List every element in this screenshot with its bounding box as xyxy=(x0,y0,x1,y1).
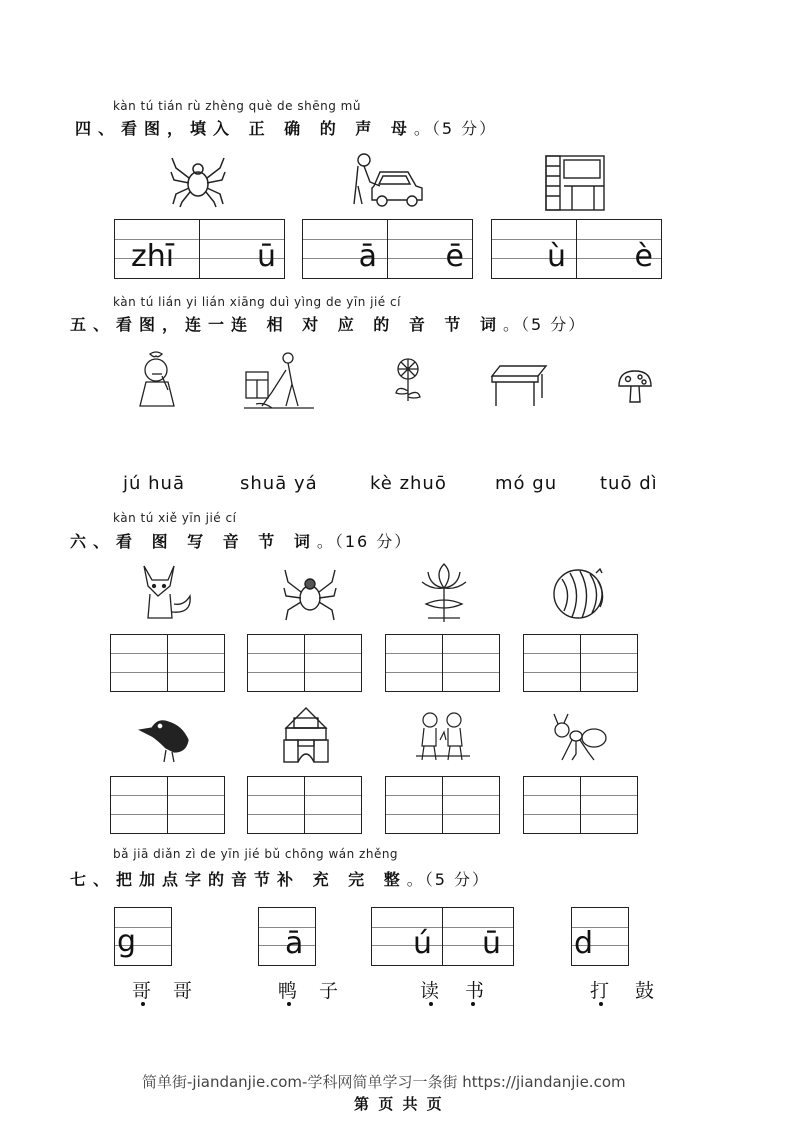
lotus-icon xyxy=(418,562,470,626)
grid-letter: ū xyxy=(256,239,276,274)
grid-cell[interactable] xyxy=(492,220,577,278)
footer-source: 简单街-jiandanjie.com-学科网简单学习一条街 https://jiandanjie.com xyxy=(142,1073,626,1091)
option-mo-gu[interactable]: mó gu xyxy=(495,473,558,494)
s4-grid-2[interactable] xyxy=(302,219,473,279)
grid-cell[interactable] xyxy=(115,908,171,965)
word-dushu: 读 书 xyxy=(420,980,495,1002)
grid-cell[interactable] xyxy=(248,777,305,833)
grid-cell[interactable] xyxy=(572,908,628,965)
word-yazi: 鸭 子 xyxy=(278,980,347,1002)
s4-score: 。（5 分） xyxy=(413,119,498,138)
ant-icon xyxy=(550,712,610,762)
s5-title-text: 五、看图，连一连 相 对 应 的 音 节 词 xyxy=(70,315,503,334)
grid-cell[interactable] xyxy=(303,220,388,278)
option-ju-hua[interactable]: jú huā xyxy=(123,473,185,494)
word-dagu: 打 鼓 xyxy=(590,980,665,1002)
s7-grid-1[interactable] xyxy=(114,907,172,966)
emphasis-dot xyxy=(287,1002,291,1006)
s6-grid-1[interactable] xyxy=(110,634,225,692)
grid-letter: ú xyxy=(412,926,432,961)
s4-pinyin: kàn tú tián rù zhèng què de shēng mǔ xyxy=(113,99,361,113)
grid-cell[interactable] xyxy=(111,635,168,691)
grid-cell[interactable] xyxy=(524,635,581,691)
s7-grid-2[interactable] xyxy=(258,907,316,966)
grid-cell[interactable] xyxy=(524,777,581,833)
grid-letter: ā xyxy=(358,239,377,274)
s6-grid-4[interactable] xyxy=(523,634,638,692)
grid-cell[interactable] xyxy=(443,908,513,965)
grid-letter: è xyxy=(634,239,653,274)
grid-letter: ù xyxy=(546,239,566,274)
s6-grid-7[interactable] xyxy=(385,776,500,834)
grid-cell[interactable] xyxy=(386,635,443,691)
page-number: 第 页 共 页 xyxy=(354,1095,444,1113)
s6-score: 。（16 分） xyxy=(316,532,413,551)
option-ke-zhuo[interactable]: kè zhuō xyxy=(370,473,447,494)
s7-pinyin: bǎ jiā diǎn zì de yīn jié bǔ chōng wán zhěng xyxy=(113,847,399,861)
grid-cell[interactable] xyxy=(443,777,499,833)
grid-cell[interactable] xyxy=(115,220,200,278)
crow-icon xyxy=(136,710,196,764)
s6-pinyin: kàn tú xiě yīn jié cí xyxy=(113,511,237,525)
s7-title xyxy=(70,867,490,890)
watermelon-icon xyxy=(552,565,606,621)
grid-letter: d xyxy=(574,926,594,961)
mopping-floor-icon xyxy=(242,350,316,412)
s6-title-text: 六、看 图 写 音 节 词 xyxy=(70,532,317,551)
grid-letter: ū xyxy=(481,926,501,961)
s5-pinyin: kàn tú lián yi lián xiāng duì yìng de yīn jié cí xyxy=(113,295,401,309)
s6-grid-8[interactable] xyxy=(523,776,638,834)
emphasis-dot xyxy=(599,1002,603,1006)
s5-score: 。（5 分） xyxy=(503,315,587,334)
s7-grid-3[interactable] xyxy=(371,907,514,966)
grid-cell[interactable] xyxy=(443,635,499,691)
car-washing-icon xyxy=(350,152,424,208)
s5-title xyxy=(70,312,586,335)
s6-title xyxy=(70,529,412,552)
word-gege: 哥 哥 xyxy=(132,980,201,1002)
emphasis-dot xyxy=(141,1002,145,1006)
s4-grid-1[interactable] xyxy=(114,219,285,279)
s6-grid-3[interactable] xyxy=(385,634,500,692)
fox-icon xyxy=(138,562,194,624)
grid-cell[interactable] xyxy=(111,777,168,833)
grid-cell[interactable] xyxy=(581,635,637,691)
s6-grid-6[interactable] xyxy=(247,776,362,834)
grid-cell[interactable] xyxy=(305,635,361,691)
desk-icon xyxy=(490,362,548,408)
grid-letter: ē xyxy=(445,239,464,274)
grid-cell[interactable] xyxy=(581,777,637,833)
grid-cell[interactable] xyxy=(168,635,224,691)
option-shua-ya[interactable]: shuā yá xyxy=(240,473,318,494)
spider-icon xyxy=(282,562,338,624)
grid-cell[interactable] xyxy=(386,777,443,833)
s4-grid-3[interactable] xyxy=(491,219,662,279)
grid-letter: ā xyxy=(285,926,304,961)
option-tuo-di[interactable]: tuō dì xyxy=(600,473,658,494)
grid-cell[interactable] xyxy=(248,635,305,691)
grid-cell[interactable] xyxy=(305,777,361,833)
grid-cell[interactable] xyxy=(372,908,443,965)
grid-cell[interactable] xyxy=(388,220,472,278)
grid-cell[interactable] xyxy=(200,220,284,278)
grid-cell[interactable] xyxy=(259,908,315,965)
chrysanthemum-icon xyxy=(390,355,426,405)
s7-title-text: 七、把加点字的音节补 充 完 整 xyxy=(70,870,407,889)
grid-letter: zhī xyxy=(131,239,175,274)
s6-grid-2[interactable] xyxy=(247,634,362,692)
s6-grid-5[interactable] xyxy=(110,776,225,834)
s4-title xyxy=(75,116,497,139)
s4-title-text: 四、看图，填入 正 确 的 声 母 xyxy=(75,119,414,138)
s7-score: 。（5 分） xyxy=(406,870,490,889)
spider-icon xyxy=(170,150,226,208)
girl-brushing-teeth-icon xyxy=(136,350,178,408)
emphasis-dot xyxy=(471,1002,475,1006)
bunk-bed-desk-icon xyxy=(542,152,608,212)
grid-letter: g xyxy=(117,924,137,959)
s7-grid-4[interactable] xyxy=(571,907,629,966)
grid-cell[interactable] xyxy=(577,220,661,278)
mushroom-icon xyxy=(616,368,654,406)
children-planting-icon xyxy=(414,710,472,764)
emphasis-dot xyxy=(429,1002,433,1006)
building-blocks-icon xyxy=(280,706,332,766)
grid-cell[interactable] xyxy=(168,777,224,833)
